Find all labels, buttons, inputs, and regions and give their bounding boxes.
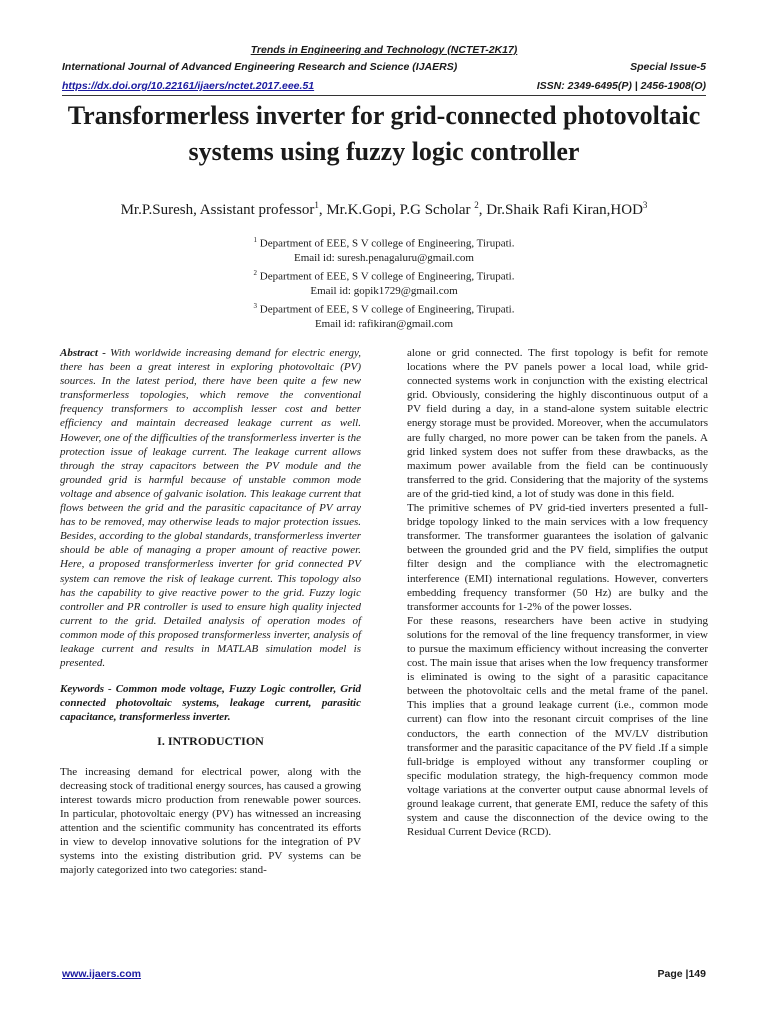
author-line: [20, 200, 748, 219]
author-1: Mr.P.Suresh, Assistant professor: [120, 202, 315, 218]
affiliation-2-dept: Department of EEE, S V college of Engineering, Tirupati.: [259, 270, 515, 283]
affiliations: [0, 233, 768, 332]
left-column: [60, 346, 361, 877]
doi-link[interactable]: https://dx.doi.org/10.22161/ijaers/nctet.2017.eee.51: [62, 80, 315, 92]
affiliation-2: [0, 266, 768, 284]
affiliation-1-dept: Department of EEE, S V college of Engineering, Tirupati.: [259, 237, 515, 250]
abstract: [60, 346, 361, 670]
intro-paragraph-3: The primitive schemes of PV grid-tied inverters presented a full-bridge topology linked to the main services with a low frequency transformer. The transformer guarantees the isolation of galvanic between the grounded grid and the PV field, simplifies the output filter design and the compliance with the electromagnetic interference (EMI) international regulations. However, converters embedding frequency transformer (50 Hz) are bulky and the transformer accounts for 1-2% of the power losses.: [407, 502, 708, 613]
author-2: , Mr.K.Gopi, P.G Scholar: [318, 202, 475, 218]
author-2-superscript: 2: [474, 200, 479, 210]
affiliation-2-email: Email id: gopik1729@gmail.com: [310, 285, 458, 298]
header-divider: [62, 95, 706, 96]
intro-paragraph-4: For these reasons, researchers have been active in studying solutions for the removal of the line frequency transformer, in view to pursue the maximum efficiency without increasing the converter cost. The main issue that arises when the low frequency transformer is eliminated is owing to the sight of a parasitic capacitance between the photovoltaic cells and the metal frame of the panel. This implies that a ground leakage current (i.e., common mode current) can flow into the resonant circuit comprises of the line conductors, the earth connection of the MV/LV distribution transformer and the parasitic capacitance of the PV field .If a simple full-bridge is employed without any transformer coupling or specific modulation strategy, the high-frequency common mode voltage variations at the converter output cause abnormal levels of ground leakage current, that generate EMI, reduce the safety of this system and cause the disconnection of the device owing to the Residual Current Device (RCD).: [407, 614, 708, 839]
journal-website-link[interactable]: www.ijaers.com: [62, 968, 141, 980]
conference-header: Trends in Engineering and Technology (NCTET-2K17): [250, 44, 518, 56]
affiliation-3-email: Email id: rafikiran@gmail.com: [314, 317, 454, 330]
section-heading-introduction: I. INTRODUCTION: [157, 734, 264, 749]
affiliation-3-number: 3: [253, 301, 258, 310]
abstract-lead: Abstract -: [60, 347, 106, 359]
journal-name: International Journal of Advanced Engineering Research and Science (IJAERS): [62, 61, 458, 73]
affiliation-1-email: Email id: suresh.penagaluru@gmail.com: [294, 252, 474, 265]
page-number: Page |149: [657, 968, 706, 980]
affiliation-2-number: 2: [253, 268, 258, 277]
special-issue-label: Special Issue-5: [630, 61, 706, 73]
intro-paragraph-1: The increasing demand for electrical power, along with the decreasing stock of traditional energy sources, has caused a growing interest towards micro production from renewable power sources. In particular, photovoltaic energy (PV) has witnessed an increasing attention and the scientific community has concentrated its efforts in view to develop innovative solutions for the integration of PV systems into the existing distribution grid. PV systems can be majorly categorized into two categories: stand-: [60, 765, 361, 877]
affiliation-1: [0, 233, 768, 251]
affiliation-3: [0, 299, 768, 317]
affiliation-1-number: 1: [253, 236, 258, 244]
abstract-text: With worldwide increasing demand for electric energy, there has been a great interest in exploring photovoltaic (PV) sources. In the latest period, there have been quite a few new transformerless topologies, which remove the conventional frequency transformers to accomplish lesser cost and better efficiency and maintain decreased leakage current as well. However, one of the difficulties of the transformerless inverter is the protection issue of leakage current. The leakage current allows through the stray capacitors between the PV module and the grounded grid is harmful because of unstable common mode voltage and absence of galvanic isolation. This leakage current that flows between the grid and the parasitic capacitance of PV array has to be removed, may otherwise leads to major protection issues. Besides, according to the global standards, transformerless inverter should be able of managing a proper amount of reactive power. Here, a proposed transformerless inverter for grid connected PV system can remove the risk of leakage current. This topology also has the capability to give reactive power to the grid. Fuzzy logic controller and PR controller is used to ensure high quality injected current to the grid. Detailed analysis of operation modes of common mode of this proposed transformerless inverter, analysis of leakage current and results in MATLAB simulation model is presented.: [60, 347, 362, 670]
author-3-superscript: 3: [642, 200, 648, 210]
paper-title: Transformerless inverter for grid-connected photovoltaic systems using fuzzy logic controller: [67, 101, 701, 166]
right-column: [407, 346, 708, 839]
keywords: Keywords - Common mode voltage, Fuzzy Logic controller, Grid connected photovoltaic systems, leakage current, parasitic capacitance, transformerless inverter.: [60, 683, 361, 724]
affiliation-3-dept: Department of EEE, S V college of Engineering, Tirupati.: [259, 303, 515, 316]
author-3: , Dr.Shaik Rafi Kiran,HOD: [478, 202, 643, 218]
intro-paragraph-2: alone or grid connected. The first topology is befit for remote locations where the PV panels power a local load, while grid-connected systems work in conjunction with the existing electrical grid. Obviously, considering the highly discontinuous output of a PV field during a day, in a stand-alone system suitable electric energy storage must be provided. Moreover, when the accumulators are fully charged, no more power can be taken from the panels. A grid linked system does not suffer from these drawbacks, as the maximum power available from the field can be continuously transferred to the grid. Considering that the majority of the systems are of the grid-tied kind, a lot of study was done in this field.: [407, 347, 708, 500]
issn-label: ISSN: 2349-6495(P) | 2456-1908(O): [536, 80, 706, 92]
author-1-superscript: 1: [314, 200, 319, 210]
